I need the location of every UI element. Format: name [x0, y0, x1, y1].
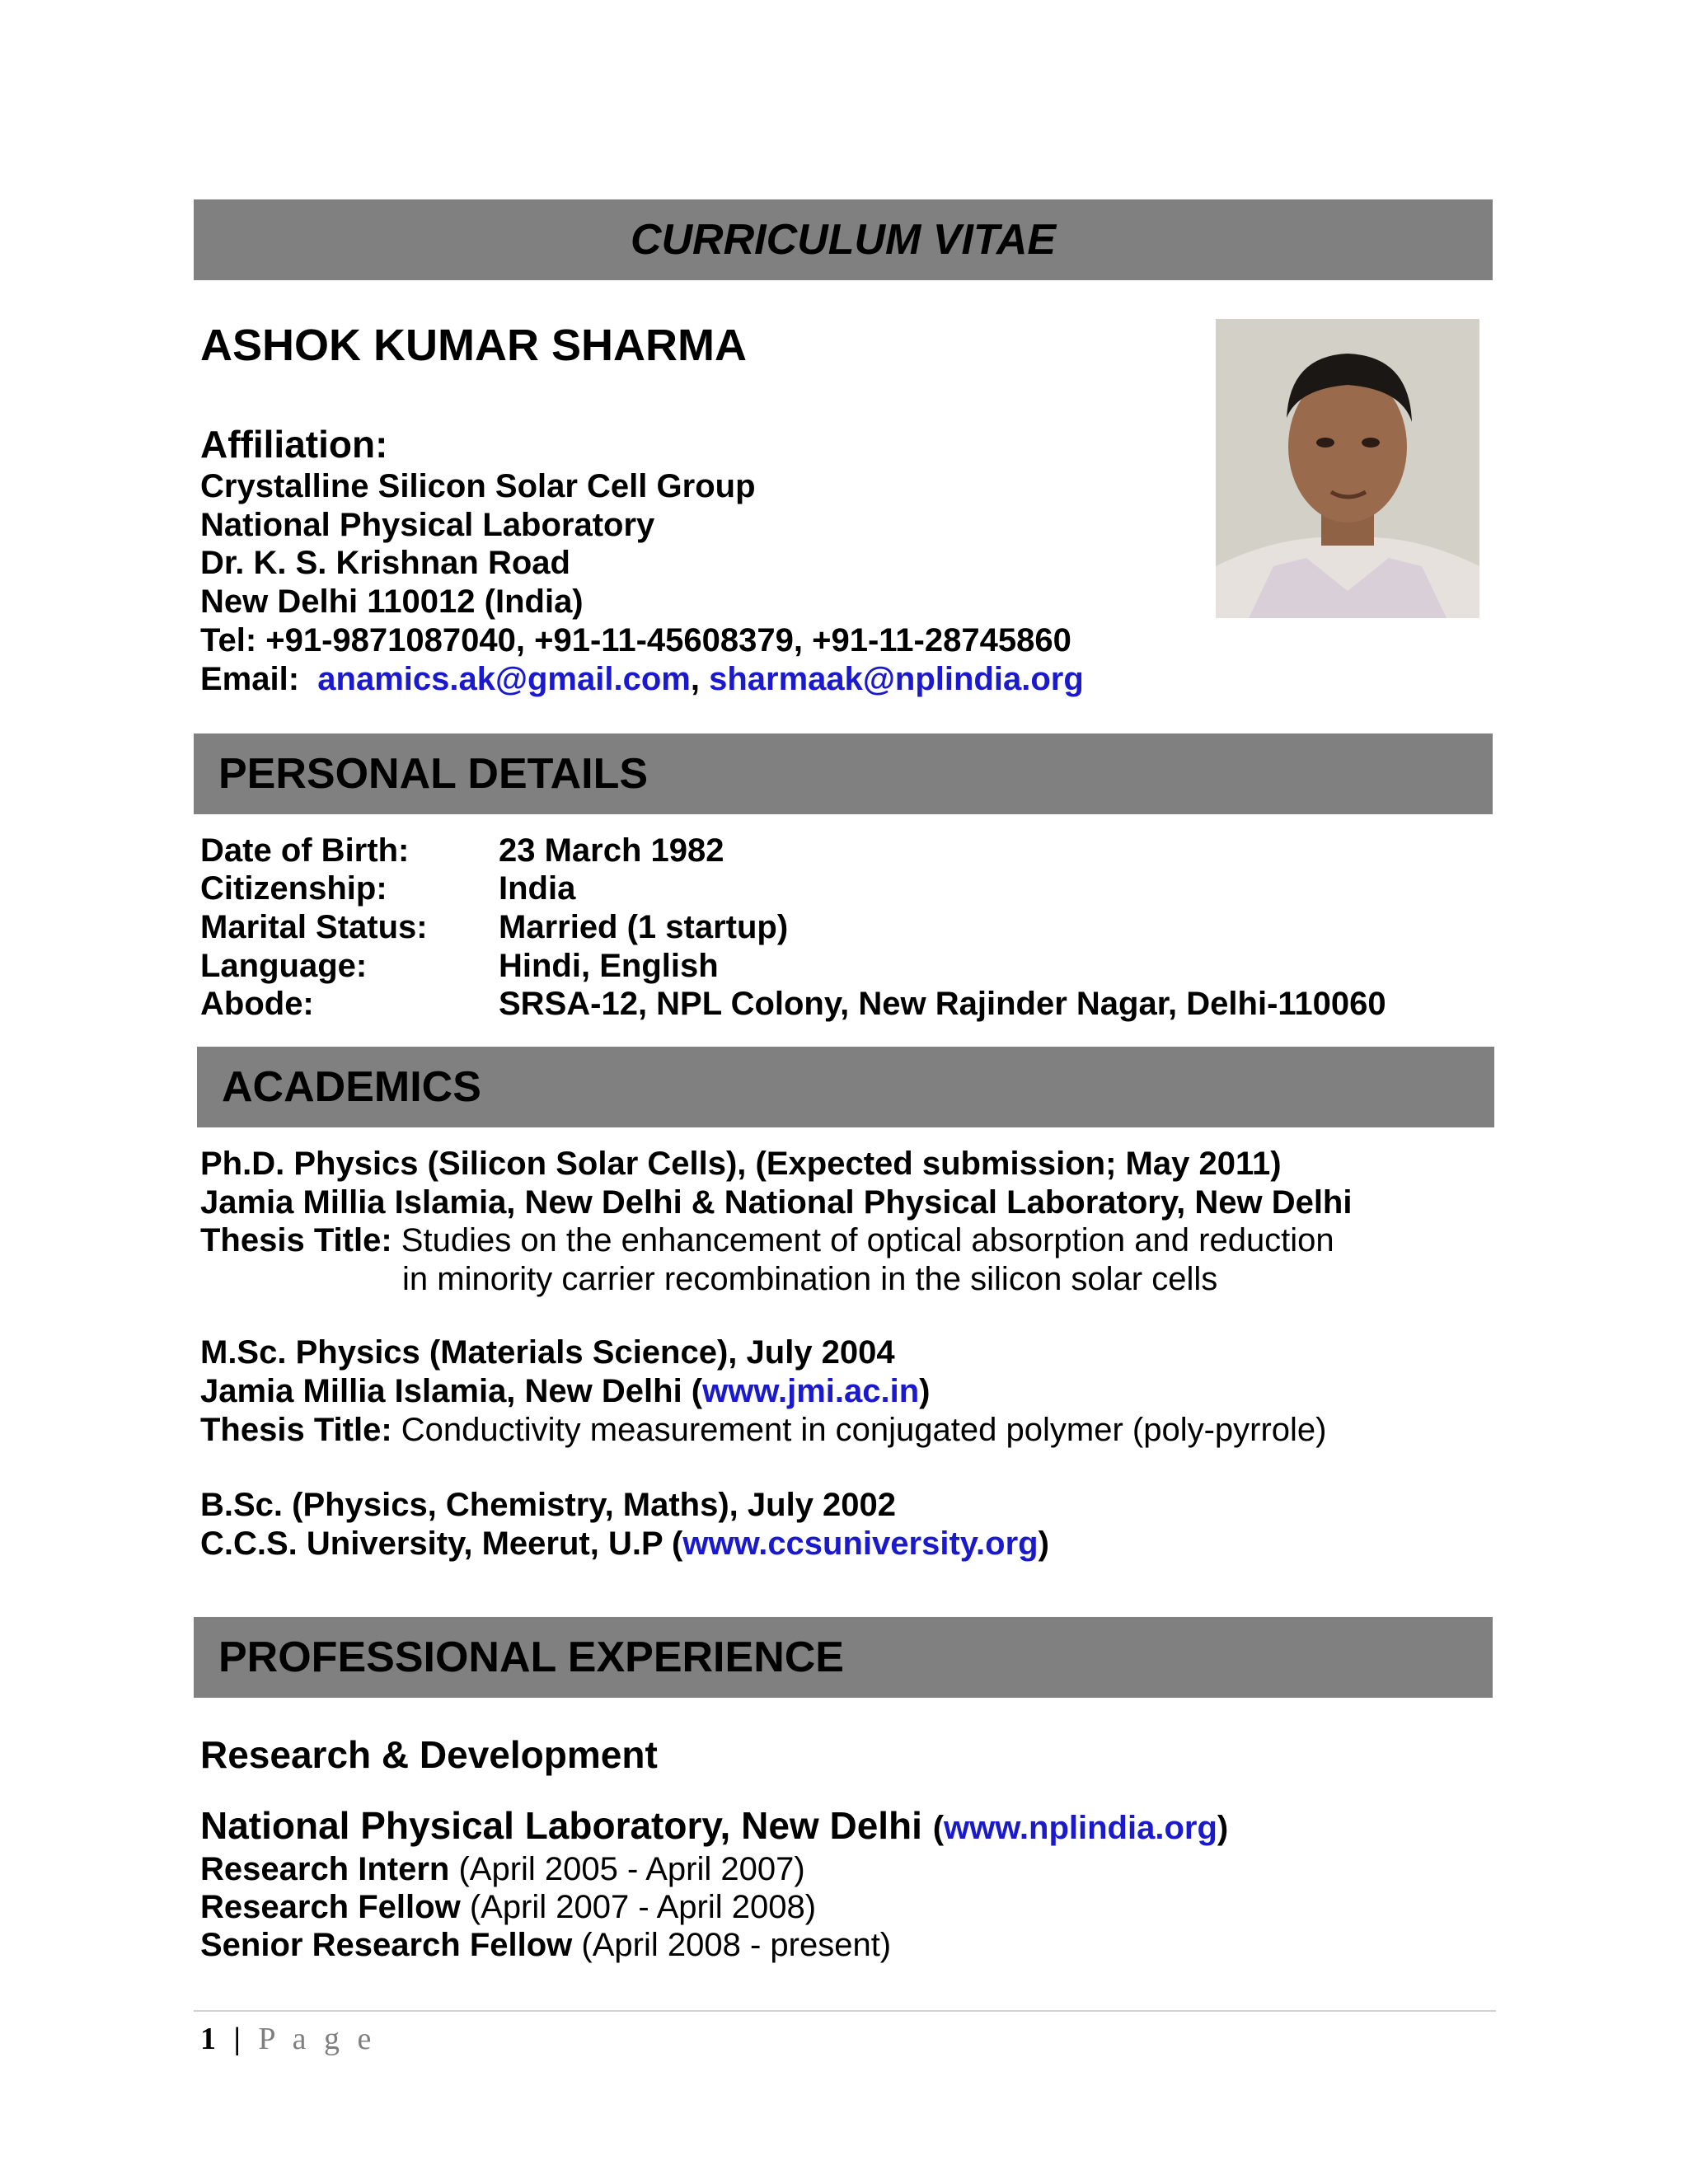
personal-details-band [194, 733, 1493, 814]
employer-paren-open: ( [932, 1810, 945, 1846]
document-title: CURRICULUM VITAE [630, 216, 1057, 264]
dob-label: Date of Birth: [200, 832, 410, 869]
bsc-institution-name: C.C.S. University, Meerut, U.P ( [200, 1526, 683, 1562]
affiliation-line: National Physical Laboratory [200, 507, 655, 543]
dob-value: 23 March 1982 [499, 832, 724, 869]
phd-thesis-label: Thesis Title: [200, 1222, 392, 1258]
position-role: Research Fellow [200, 1889, 461, 1925]
affiliation-line: New Delhi 110012 (India) [200, 583, 584, 620]
position-role: Senior Research Fellow [200, 1927, 573, 1963]
msc-thesis-title: Conductivity measurement in conjugated polymer (poly-pyrrole) [401, 1412, 1327, 1448]
marital-status-label: Marital Status: [200, 909, 428, 945]
bsc-paren-close: ) [1038, 1526, 1049, 1562]
phd-thesis-title: Studies on the enhancement of optical absorption and reduction [401, 1222, 1334, 1258]
footer-separator: | [233, 2022, 246, 2056]
page-label: P a g e [258, 2022, 377, 2056]
page-footer [200, 2021, 376, 2057]
abode-label: Abode: [200, 986, 314, 1022]
email-link-npl[interactable]: sharmaak@nplindia.org [709, 661, 1084, 697]
bsc-degree: B.Sc. (Physics, Chemistry, Maths), July 2002 [200, 1487, 897, 1523]
position-item [200, 1853, 805, 1886]
professional-experience-heading: PROFESSIONAL EXPERIENCE [218, 1633, 844, 1681]
msc-thesis-label: Thesis Title: [200, 1412, 392, 1448]
phd-degree: Ph.D. Physics (Silicon Solar Cells), (Expected submission; May 2011) [200, 1146, 1282, 1182]
msc-institution-name: Jamia Millia Islamia, New Delhi ( [200, 1373, 703, 1409]
citizenship-value: India [499, 870, 576, 907]
email-line [200, 663, 1084, 696]
msc-degree: M.Sc. Physics (Materials Science), July 2004 [200, 1334, 895, 1371]
language-label: Language: [200, 948, 368, 984]
phd-thesis-title-cont: in minority carrier recombination in the silicon solar cells [402, 1261, 1218, 1297]
abode-value: SRSA-12, NPL Colony, New Rajinder Nagar, Delhi-110060 [499, 986, 1386, 1022]
personal-details-heading: PERSONAL DETAILS [218, 750, 649, 798]
email-separator: , [690, 661, 700, 697]
position-item [200, 1929, 891, 1961]
position-item [200, 1891, 816, 1924]
affiliation-heading: Affiliation: [200, 423, 388, 466]
position-period: (April 2005 - April 2007) [458, 1851, 805, 1887]
position-period: (April 2007 - April 2008) [469, 1889, 817, 1925]
npl-website-link[interactable]: www.nplindia.org [944, 1810, 1217, 1846]
phd-institution: Jamia Millia Islamia, New Delhi & National Physical Laboratory, New Delhi [200, 1184, 1353, 1221]
affiliation-line: Crystalline Silicon Solar Cell Group [200, 468, 756, 504]
language-value: Hindi, English [499, 948, 719, 984]
page-number: 1 [200, 2022, 221, 2056]
email-label: Email: [200, 661, 300, 697]
academics-band [197, 1047, 1494, 1127]
msc-paren-close: ) [919, 1373, 931, 1409]
position-period: (April 2008 - present) [581, 1927, 892, 1963]
jmi-website-link[interactable]: www.jmi.ac.in [702, 1373, 920, 1409]
employer-name: National Physical Laboratory, New Delhi [200, 1804, 922, 1847]
person-name: ASHOK KUMAR SHARMA [200, 321, 747, 370]
professional-experience-band [194, 1617, 1493, 1698]
phone-line: Tel: +91-9871087040, +91-11-45608379, +91-11-28745860 [200, 622, 1071, 658]
msc-institution [200, 1375, 930, 1408]
phd-thesis [200, 1224, 1334, 1257]
title-band [194, 199, 1493, 280]
affiliation-line: Dr. K. S. Krishnan Road [200, 545, 570, 581]
employer [200, 1804, 1229, 1847]
footer-divider [194, 2010, 1496, 2012]
marital-status-value: Married (1 startup) [499, 909, 789, 945]
citizenship-label: Citizenship: [200, 870, 387, 907]
profile-photo [1216, 319, 1479, 618]
bsc-institution [200, 1527, 1049, 1560]
msc-thesis [200, 1413, 1327, 1446]
position-role: Research Intern [200, 1851, 450, 1887]
ccs-website-link[interactable]: www.ccsuniversity.org [682, 1526, 1039, 1562]
academics-heading: ACADEMICS [222, 1063, 481, 1111]
experience-subheading: Research & Development [200, 1733, 658, 1776]
email-link-gmail[interactable]: anamics.ak@gmail.com [317, 661, 691, 697]
employer-paren-close: ) [1217, 1810, 1229, 1846]
